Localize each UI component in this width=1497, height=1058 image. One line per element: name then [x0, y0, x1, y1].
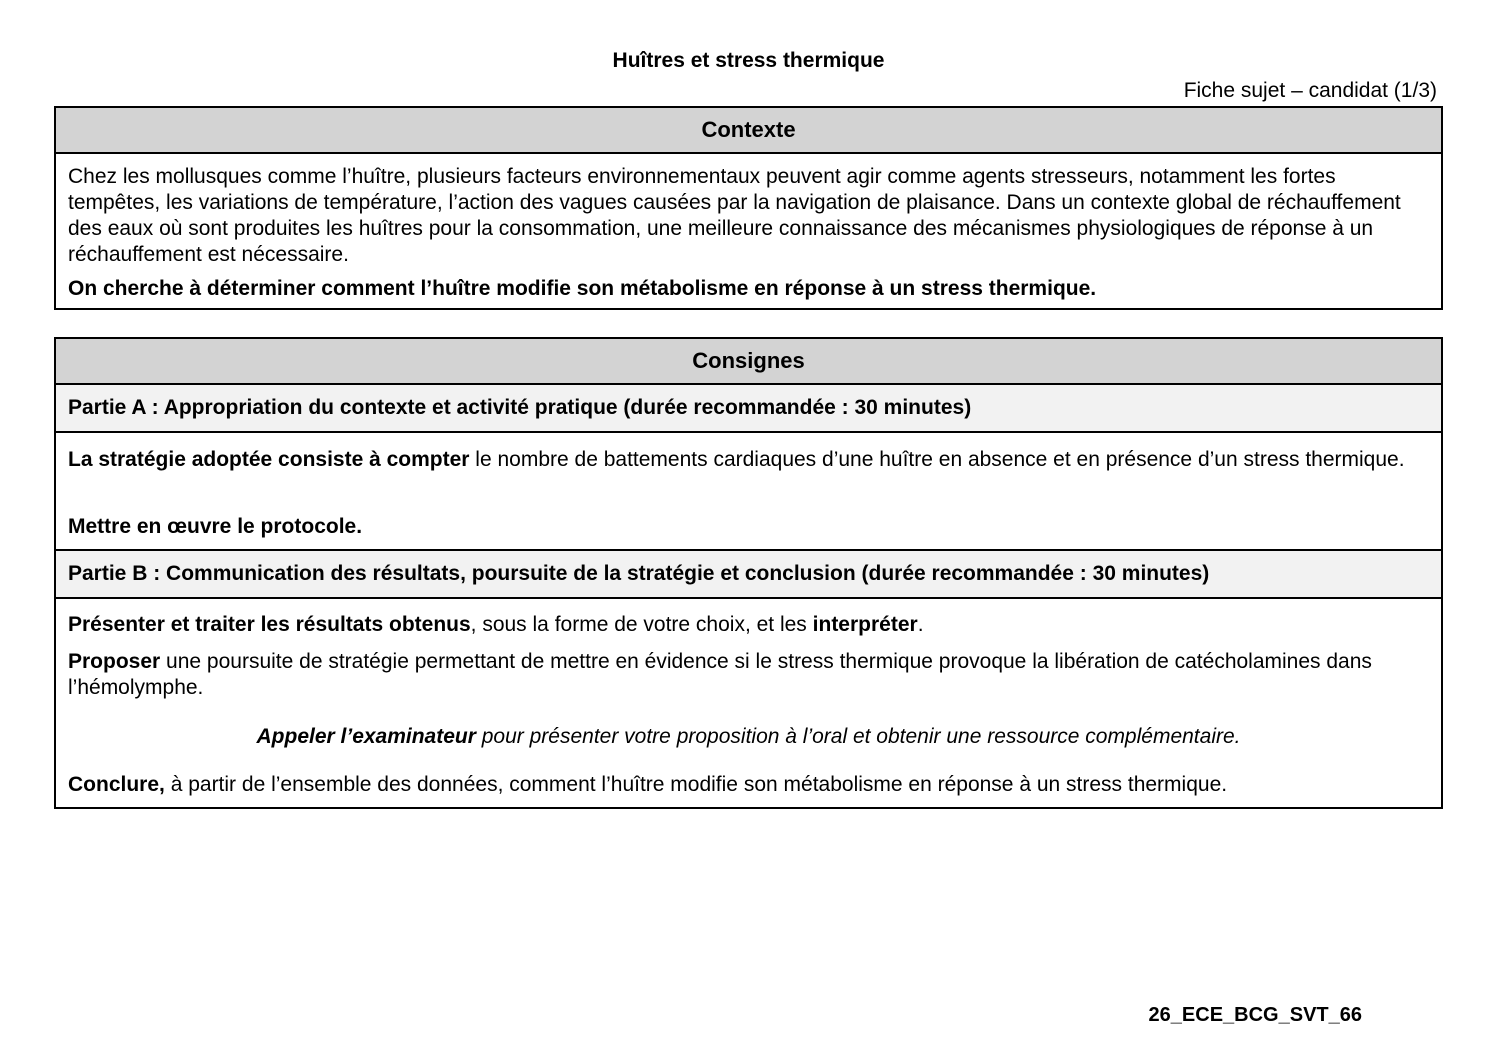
conclure-paragraph — [68, 772, 1429, 798]
partie-a-title-row: Partie A : Appropriation du contexte et activité pratique (durée recommandée : 30 minutes) — [56, 385, 1441, 433]
contexte-table — [54, 106, 1443, 310]
appel-bold-text: Appeler l’examinateur — [256, 725, 476, 748]
partie-a-body — [56, 433, 1441, 551]
strategy-bold-text: La stratégie adoptée consiste à compter — [68, 448, 470, 471]
sheet-label: Fiche sujet – candidat (1/3) — [1183, 79, 1437, 102]
partie-b-body — [56, 599, 1441, 807]
conclure-bold-text: Conclure, — [68, 773, 165, 796]
strategy-rest-text: le nombre de battements cardiaques d’une huître en absence et en présence d’un stress thermique. — [469, 448, 1405, 471]
presenter-end-text: . — [917, 613, 924, 636]
appeler-examinateur-line — [68, 724, 1429, 750]
interpreter-bold-text: interpréter — [812, 613, 918, 636]
presenter-paragraph — [68, 612, 1429, 638]
proposer-rest-text: une poursuite de stratégie permettant de mettre en évidence si le stress thermique provoque la libération de catécholamines dans l’hémolymphe. — [68, 650, 1372, 699]
consignes-table — [54, 337, 1443, 809]
appel-rest-text: pour présenter votre proposition à l’oral et obtenir une ressource complémentaire. — [475, 725, 1241, 748]
proposer-paragraph — [68, 649, 1429, 701]
presenter-bold-text: Présenter et traiter les résultats obtenus — [68, 613, 471, 636]
contexte-paragraph: Chez les mollusques comme l’huître, plusieurs facteurs environnementaux peuvent agir comme agents stresseurs, notamment les fortes tempêtes, les variations de température, l’action des vagues causées par la navigation de plaisance. Dans un contexte global de réchauffement des eaux où sont produites les huîtres pour la consommation, une meilleure connaissance des mécanismes physiologiques de réponse à un réchauffement est nécessaire. — [68, 165, 1401, 266]
proposer-bold-text: Proposer — [68, 650, 161, 673]
contexte-objective: On cherche à déterminer comment l’huître modifie son métabolisme en réponse à un stress thermique. — [68, 277, 1097, 300]
presenter-mid-text: , sous la forme de votre choix, et les — [470, 613, 813, 636]
document-title: Huîtres et stress thermique — [612, 49, 885, 72]
contexte-header: Contexte — [56, 108, 1441, 154]
contexte-body — [56, 154, 1441, 308]
consignes-header: Consignes — [56, 339, 1441, 385]
conclure-rest-text: à partir de l’ensemble des données, comment l’huître modifie son métabolisme en réponse à un stress thermique. — [164, 773, 1228, 796]
document-code: 26_ECE_BCG_SVT_66 — [1148, 1004, 1362, 1026]
strategy-paragraph — [68, 447, 1429, 473]
protocole-instruction: Mettre en œuvre le protocole. — [68, 515, 363, 538]
partie-b-title-row: Partie B : Communication des résultats, poursuite de la stratégie et conclusion (durée recommandée : 30 minutes) — [56, 551, 1441, 599]
